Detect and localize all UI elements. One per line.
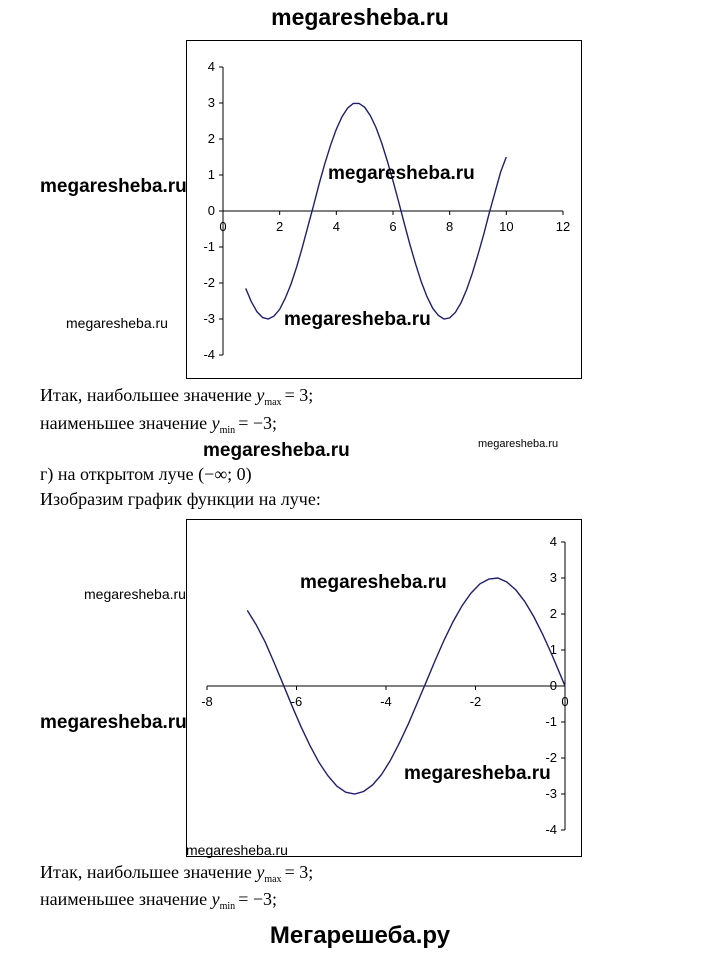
y-tick-label: 0 [549,678,557,693]
x-tick-label: 4 [332,219,340,234]
max-label: Итак, наибольшее значение [40,862,252,882]
y-tick-label: 2 [207,131,215,146]
x-tick-label: -6 [290,694,303,709]
y-symbol: y [211,889,220,909]
watermark: megaresheba.ru [40,712,187,733]
watermark: megaresheba.ru [284,309,431,330]
x-tick-label: -2 [469,694,482,709]
min-value-line [40,413,277,434]
x-tick-label: 0 [561,694,569,709]
semicolon: ; [272,413,278,433]
y-tick-label: 2 [549,606,557,621]
min-equals: = −3 [238,889,272,909]
y-tick-label: -1 [203,239,215,254]
chart-2 [187,520,581,856]
min-label: наименьшее значение [40,889,208,909]
max-value-line [40,385,313,406]
semicolon: ; [308,862,314,882]
min-value-line-2 [40,889,277,910]
x-tick-label: 10 [499,219,514,234]
watermark: megaresheba.ru [84,586,186,602]
y-tick-label: 1 [207,167,215,182]
y-tick-label: -3 [203,311,215,326]
graph-intro-line: Изобразим график функции на луче: [40,489,321,509]
part-g-line [40,464,252,485]
y-tick-label: 4 [207,59,215,74]
part-g-label: г) на открытом луче [40,464,194,484]
x-tick-label: 8 [446,219,454,234]
min-subscript: min [219,425,236,436]
max-label: Итак, наибольшее значение [40,385,252,405]
x-tick-label: 12 [555,219,571,234]
semicolon: ; [272,889,278,909]
min-equals: = −3 [238,413,272,433]
watermark: megaresheba.ru [328,163,475,184]
interval: (−∞; 0) [198,464,252,484]
x-tick-label: 6 [389,219,397,234]
y-tick-label: 3 [549,570,557,585]
min-subscript: min [219,901,236,912]
chart-2-frame [186,519,582,857]
footer-title: Мегарешеба.ру [269,922,451,949]
y-tick-label: -2 [545,750,557,765]
x-tick-label: 2 [276,219,284,234]
watermark: megaresheba.ru [40,176,187,197]
y-tick-label: -4 [545,822,557,837]
y-tick-label: -1 [545,714,557,729]
y-symbol: y [256,862,265,882]
y-tick-label: 1 [549,642,557,657]
x-tick-label: -4 [380,694,392,709]
y-tick-label: 0 [207,203,215,218]
max-subscript: max [264,874,282,885]
watermark: megaresheba.ru [66,315,168,331]
y-tick-label: 4 [549,534,557,549]
y-tick-label: -4 [203,347,215,362]
y-symbol: y [256,385,265,405]
max-equals: = 3 [284,862,309,882]
min-label: наименьшее значение [40,413,208,433]
semicolon: ; [308,385,314,405]
y-tick-label: -3 [545,786,557,801]
max-equals: = 3 [284,385,309,405]
watermark: megaresheba.ru [186,842,288,858]
watermark: megaresheba.ru [203,440,350,461]
max-value-line-2 [40,862,313,883]
max-subscript: max [264,397,282,408]
y-tick-label: -2 [203,275,215,290]
x-tick-label: 0 [219,219,227,234]
x-tick-label: -8 [201,694,213,709]
watermark: megaresheba.ru [404,763,551,784]
y-tick-label: 3 [207,95,215,110]
watermark: megaresheba.ru [300,572,447,593]
site-title: megaresheba.ru [271,4,449,30]
y-symbol: y [211,413,220,433]
watermark: megaresheba.ru [478,438,559,450]
